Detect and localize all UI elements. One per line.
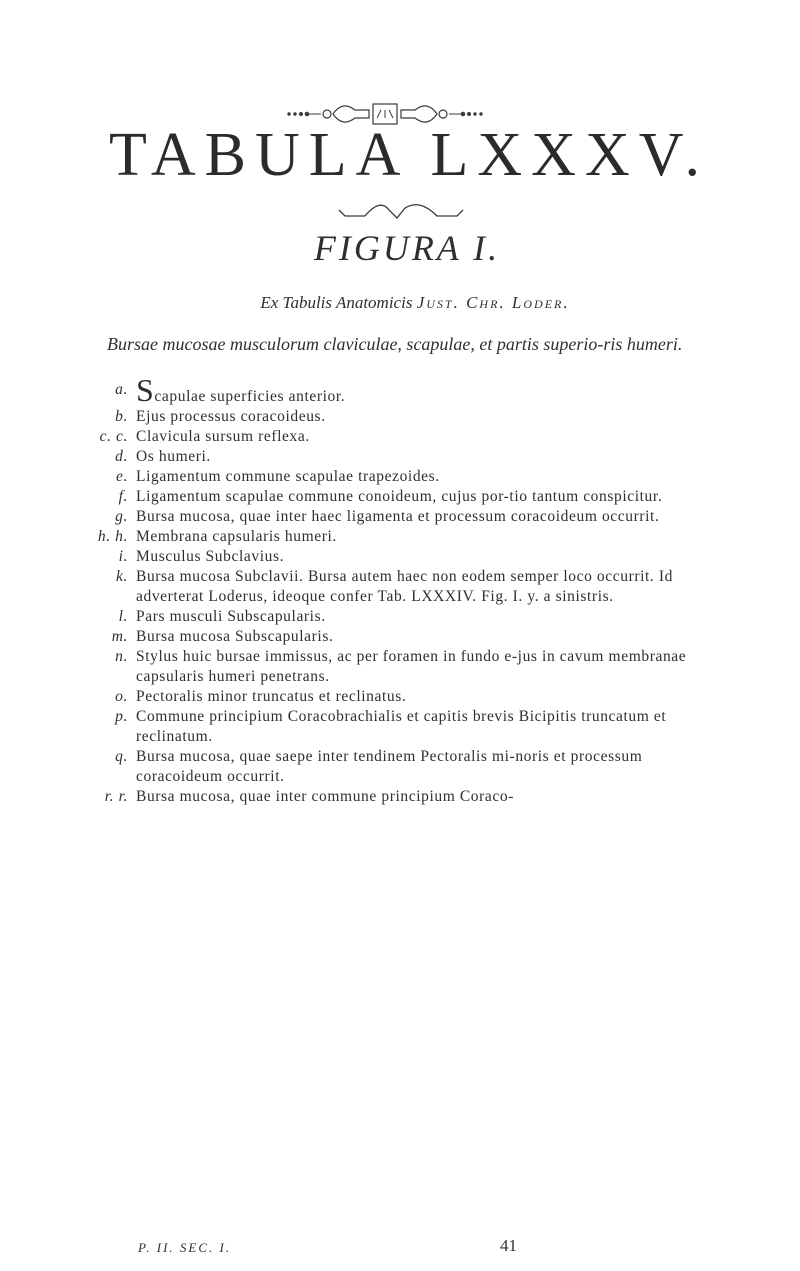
legend-entry <box>90 467 730 487</box>
legend-key: p. <box>115 708 128 725</box>
legend-text: Os humeri. <box>136 448 211 465</box>
legend-text: Bursa mucosa, quae inter commune principium Coraco- <box>136 788 514 805</box>
legend-entry <box>90 567 730 607</box>
legend-entry <box>90 747 730 787</box>
legend-text: Membrana capsularis humeri. <box>136 528 337 545</box>
legend-key: k. <box>116 568 128 585</box>
legend-key: m. <box>111 628 128 645</box>
drop-cap: S <box>136 372 155 408</box>
legend-key: l. <box>118 608 128 625</box>
legend-text: Commune principium Coracobrachialis et capitis brevis Bicipitis truncatum et reclinatum. <box>136 708 667 745</box>
legend-entry <box>90 707 730 747</box>
legend-entry <box>90 372 730 408</box>
legend-entry <box>90 447 730 467</box>
legend-key: f. <box>118 488 128 505</box>
legend-text: Ligamentum commune scapulae trapezoides. <box>136 468 440 485</box>
source-author: Just. Chr. Loder. <box>416 293 570 312</box>
figure-heading: FIGURA I. <box>313 228 501 268</box>
legend-key: b. <box>115 408 128 425</box>
page-number: 41 <box>500 1236 517 1255</box>
legend-key: a. <box>115 381 128 398</box>
legend-key: i. <box>118 548 128 565</box>
legend-key: o. <box>115 688 128 705</box>
legend-entry <box>90 487 730 507</box>
legend-text: Pars musculi Subscapularis. <box>136 608 326 625</box>
legend-text: Clavicula sursum reflexa. <box>136 428 310 445</box>
legend-text: Pectoralis minor truncatus et reclinatus. <box>136 688 407 705</box>
legend-entry <box>90 687 730 707</box>
legend-entry <box>90 787 730 807</box>
legend-key: q. <box>115 748 128 765</box>
legend-entry <box>90 647 730 687</box>
legend-list <box>90 372 730 807</box>
figure-description: Bursae mucosae musculorum claviculae, scapulae, et partis superio-ris humeri. <box>107 334 683 354</box>
legend-text: Musculus Subclavius. <box>136 548 285 565</box>
legend-entry <box>90 547 730 567</box>
page-title: TABULA LXXXV. <box>108 121 709 189</box>
legend-text: Bursa mucosa Subclavii. Bursa autem haec non eodem semper loco occurrit. Id adverterat Loderus, ideoque confer Tab. LXXXIV. Fig. I. y. a sinistris. <box>136 568 673 605</box>
legend-entry <box>90 427 730 447</box>
legend-key: g. <box>115 508 128 525</box>
legend-entry <box>90 607 730 627</box>
legend-key: c. c. <box>99 428 128 445</box>
legend-text: Bursa mucosa, quae inter haec ligamenta et processum coracoideum occurrit. <box>136 508 660 525</box>
signature-mark: P. II. SEC. I. <box>138 1240 232 1255</box>
legend-text: Stylus huic bursae immissus, ac per foramen in fundo e-jus in cavum membranae capsularis humeri penetrans. <box>136 648 687 685</box>
legend-text: Bursa mucosa Subscapularis. <box>136 628 334 645</box>
divider-ornament-icon <box>325 196 475 226</box>
source-line <box>0 294 800 311</box>
legend-entry <box>90 627 730 647</box>
legend-entry <box>90 527 730 547</box>
legend-text: Ejus processus coracoideus. <box>136 408 326 425</box>
legend-text: Bursa mucosa, quae saepe inter tendinem Pectoralis mi-noris et processum coracoideum occurrit. <box>136 748 643 785</box>
legend-key: n. <box>115 648 128 665</box>
legend-key: e. <box>116 468 128 485</box>
legend-entry <box>90 507 730 527</box>
legend-text: Ligamentum scapulae commune conoideum, cujus por-tio tantum conspicitur. <box>136 488 663 505</box>
legend-entry <box>90 407 730 427</box>
source-prefix: Ex Tabulis Anatomicis <box>260 293 413 312</box>
legend-key: r. r. <box>104 788 128 805</box>
legend-text: Scapulae superficies anterior. <box>136 372 346 408</box>
legend-key: d. <box>115 448 128 465</box>
legend-key: h. h. <box>97 528 128 545</box>
